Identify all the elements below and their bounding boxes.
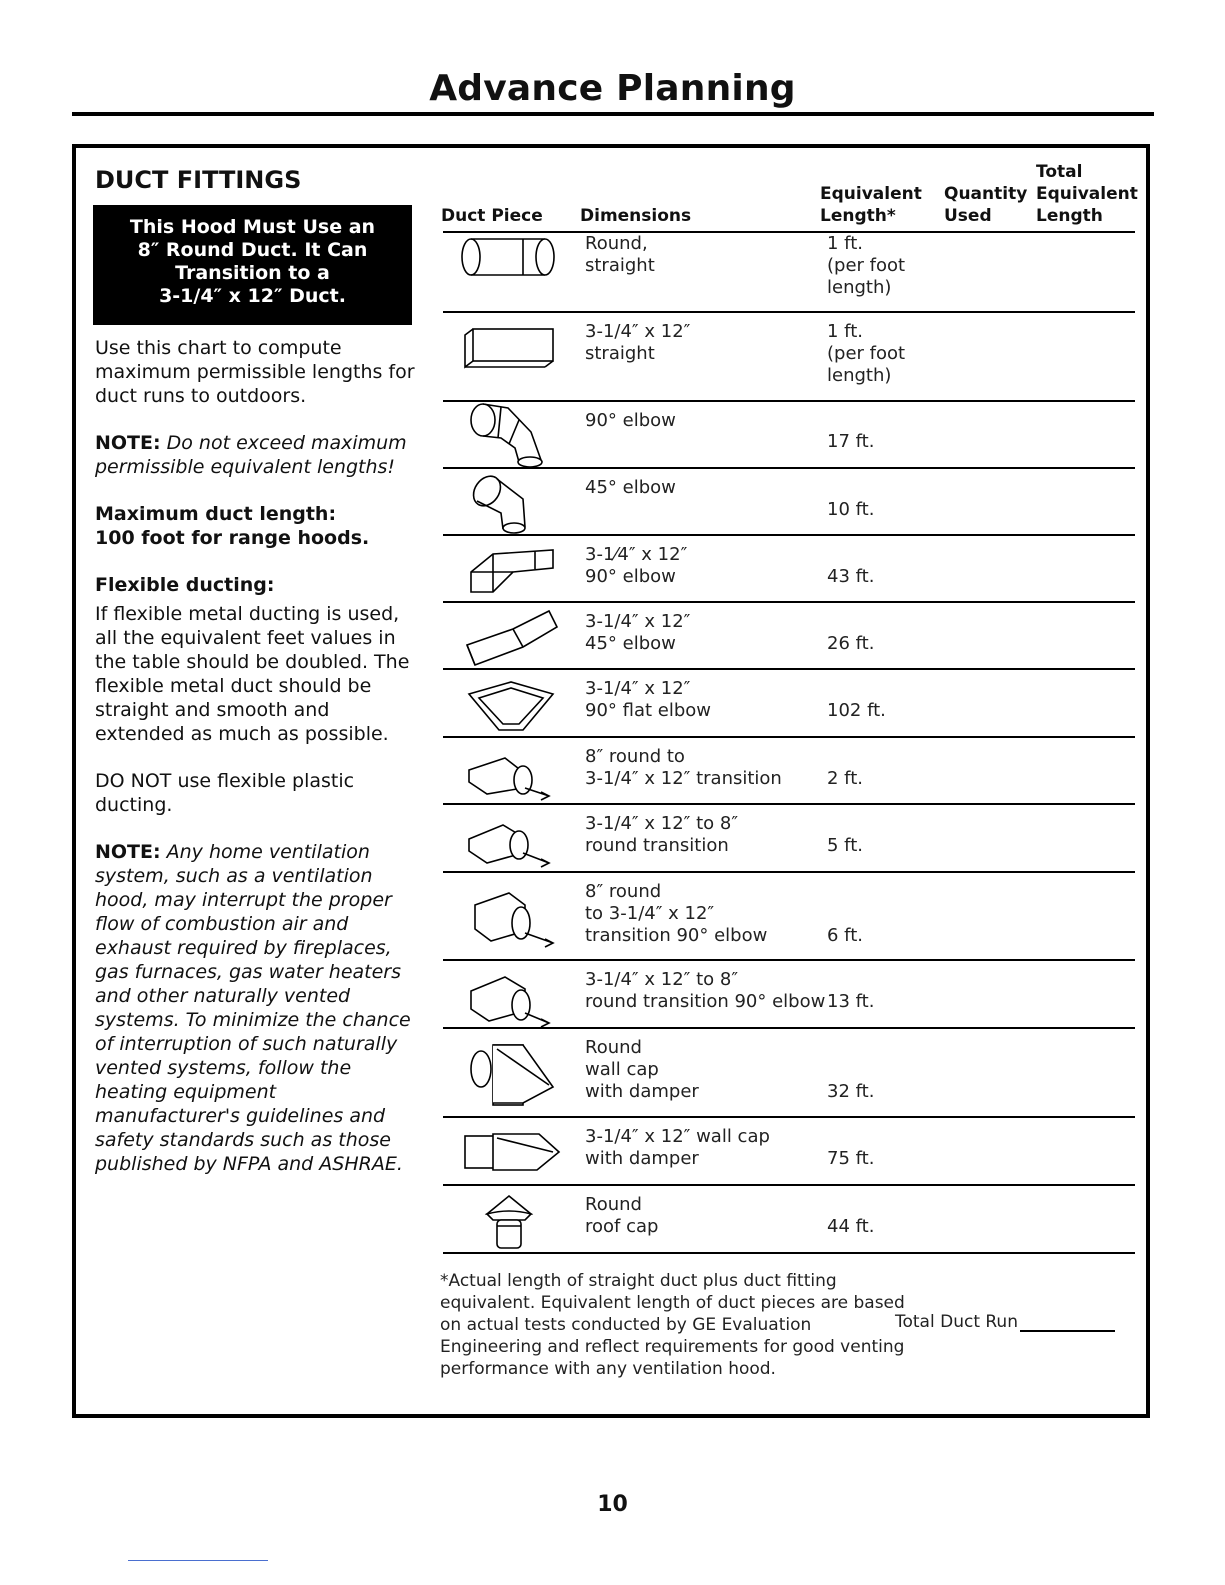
dimension-text: Round wall cap with damper <box>585 1037 699 1102</box>
table-row <box>443 313 1135 402</box>
max-duct-heading-2: 100 foot for range hoods. <box>95 527 370 549</box>
flex-text: If flexible metal ducting is used, all the equivalent feet values in the table should be doubled. The flexible metal duct should be straight and smooth and extended as much as possible. <box>95 603 410 745</box>
round-straight-duct-icon <box>453 235 563 305</box>
plastic-warning: DO NOT use flexible plastic ducting. <box>95 770 355 816</box>
intro-text <box>95 336 420 408</box>
equivalent-length: 17 ft. <box>827 431 875 452</box>
note-1 <box>95 431 420 479</box>
round-to-rect-transition-icon <box>453 742 563 812</box>
header-quantity: Quantity <box>944 184 1028 204</box>
dimension-text: 8″ round to 3-1/4″ x 12″ transition 90° elbow <box>585 881 768 946</box>
callout-line: 3-1/4″ x 12″ Duct. <box>159 285 346 307</box>
max-duct-heading <box>95 502 420 550</box>
total-duct-run-blank[interactable] <box>1020 1330 1115 1332</box>
equivalent-length: 10 ft. <box>827 499 875 520</box>
note-1-text: Do not exceed maximum permissible equivalent lengths! <box>95 432 407 478</box>
equivalent-length: 5 ft. <box>827 835 863 856</box>
dimension-text: Round roof cap <box>585 1194 659 1237</box>
table-row <box>443 1118 1135 1186</box>
round-wall-cap-icon <box>453 1039 563 1109</box>
table-row <box>443 670 1135 738</box>
max-duct-heading-1: Maximum duct length: <box>95 503 337 525</box>
title-rule <box>72 112 1154 116</box>
dimension-text: 3-1⁄4″ x 12″ 90° elbow <box>585 544 688 587</box>
note-2-text: Any home ventilation system, such as a ventilation hood, may interrupt the proper flow of combustion air and exhaust required by fireplaces, gas furnaces, gas water heaters and other naturally vented systems. To minimize the chance of interruption of such naturally vented systems, follow the heating equipment manufacturer's guidelines and safety standards such as those published by NFPA and ASHRAE. <box>95 841 411 1175</box>
table-row <box>443 603 1135 670</box>
round-to-rect-elbow-transition-icon <box>453 883 563 953</box>
intro-paragraph: Use this chart to compute maximum permissible lengths for duct runs to outdoors. <box>95 337 415 407</box>
rect-to-round-transition-icon <box>453 809 563 879</box>
dimension-text: Round, straight <box>585 233 655 276</box>
total-duct-run <box>895 1312 1115 1332</box>
callout-box <box>93 205 412 325</box>
rectangular-45-elbow-icon <box>453 607 563 677</box>
equivalent-length: 102 ft. <box>827 700 886 721</box>
page-title: Advance Planning <box>429 68 796 109</box>
header-dimensions: Dimensions <box>580 206 692 226</box>
header-total: Total <box>1036 162 1083 182</box>
rectangular-90-flat-elbow-icon <box>453 674 563 744</box>
table-row <box>443 805 1135 873</box>
table-row <box>443 1029 1135 1118</box>
note-1-label: NOTE: <box>95 432 161 454</box>
table-row <box>443 873 1135 961</box>
equivalent-length: 6 ft. <box>827 925 863 946</box>
equivalent-length: 1 ft. (per foot length) <box>827 321 906 386</box>
header-equivalent: Equivalent <box>820 184 922 204</box>
flex-heading: Flexible ducting: <box>95 574 275 596</box>
note-2 <box>95 840 420 1176</box>
table-row <box>443 738 1135 805</box>
note-2-label: NOTE: <box>95 841 161 863</box>
header-used: Used <box>944 206 992 226</box>
dimension-text: 3-1/4″ x 12″ 45° elbow <box>585 611 691 654</box>
dimension-text: 3-1/4″ x 12″ straight <box>585 321 691 364</box>
equivalent-length: 44 ft. <box>827 1216 875 1237</box>
table-row <box>443 233 1135 313</box>
row-rule <box>443 1252 1135 1254</box>
header-length: Length* <box>820 206 896 226</box>
equivalent-length: 26 ft. <box>827 633 875 654</box>
dimension-text: 45° elbow <box>585 477 676 498</box>
dimension-text: 8″ round to 3-1/4″ x 12″ transition <box>585 746 782 789</box>
dimension-text: 3-1/4″ x 12″ to 8″ round transition <box>585 813 739 856</box>
callout-line: 8″ Round Duct. It Can <box>137 239 368 261</box>
equivalent-length: 13 ft. <box>827 991 875 1012</box>
total-duct-run-label: Total Duct Run <box>895 1312 1018 1332</box>
footer-line <box>128 1560 268 1561</box>
page-number: 10 <box>597 1492 628 1517</box>
round-roof-cap-icon <box>453 1190 563 1260</box>
equivalent-length: 2 ft. <box>827 768 863 789</box>
equivalent-length: 32 ft. <box>827 1081 875 1102</box>
equivalent-length: 1 ft. (per foot length) <box>827 233 906 298</box>
round-90-elbow-icon <box>453 402 563 472</box>
header-total-length: Length <box>1036 206 1103 226</box>
table-row <box>443 961 1135 1029</box>
section-title: DUCT FITTINGS <box>95 166 302 194</box>
callout-line: This Hood Must Use an <box>129 216 376 238</box>
dimension-text: 90° elbow <box>585 410 676 431</box>
dimension-text: 3-1/4″ x 12″ wall cap with damper <box>585 1126 770 1169</box>
header-total-equivalent: Equivalent <box>1036 184 1138 204</box>
table-row <box>443 536 1135 603</box>
footnote: *Actual length of straight duct plus duct fitting equivalent. Equivalent length of duct pieces are based on actual tests conducted by GE Evaluation Engineering and reflect requirements for good venting performance with any ventilation hood. <box>440 1271 905 1379</box>
equivalent-length: 75 ft. <box>827 1148 875 1169</box>
dimension-text: 3-1/4″ x 12″ 90° flat elbow <box>585 678 712 721</box>
table-row <box>443 402 1135 469</box>
dimension-text: 3-1/4″ x 12″ to 8″ round transition 90° elbow <box>585 969 826 1012</box>
rectangular-straight-duct-icon <box>453 323 563 393</box>
callout-line: Transition to a <box>175 262 330 284</box>
header-duct-piece: Duct Piece <box>441 206 543 226</box>
equivalent-length: 43 ft. <box>827 566 875 587</box>
table-row <box>443 1186 1135 1254</box>
table-row <box>443 469 1135 536</box>
round-45-elbow-icon <box>453 469 563 539</box>
